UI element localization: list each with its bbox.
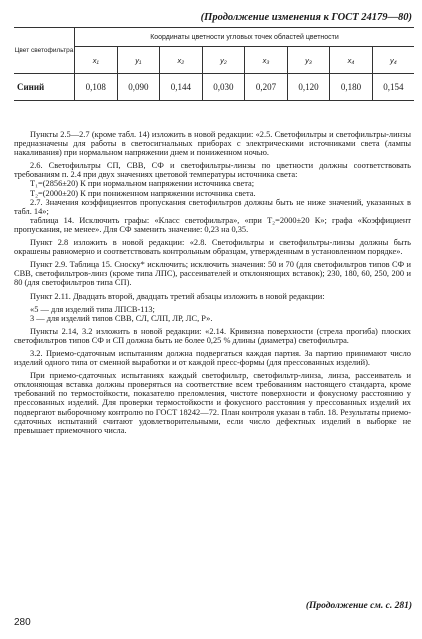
coord-header: y₂	[202, 47, 245, 74]
coord-header: y₄	[372, 47, 414, 74]
coord-header: x₃	[245, 47, 288, 74]
paragraph: таблица 14. Исключить графы: «Класс светофильтра», «при T₂=2000±20 К»; графа «Коэффициент пропускания, не менее». Для СФ заменить значение: 0,23 на 0,35.	[14, 215, 411, 234]
continuation-header: (Продолжение изменения к ГОСТ 24179—80)	[200, 12, 412, 23]
paragraph: T₂=(2000±20) К при пониженном напряжении источника света.	[30, 188, 256, 198]
coord-header: x₂	[160, 47, 203, 74]
paragraph: При приемо-сдаточных испытаниях каждый светофильтр, светофильтр-линза, линза, рассеиватель и отклоняющая вставка должны проверяться на соответствие всем требованиям настоящего стандарта, кроме требований по термостойкости, показателю преломления, чистоте поверхности и фокусному расстоянию у прессованных изделий. Для проверки термостойкости и фокусного расстояния у прессованных изделий их подвергают выборочному контролю по ГОСТ 18242—72. План контроля указан в табл. 18. Результаты приемо-сдаточных испытаний считают удовлетворительными, если число дефектных изделий в выборке не превышает приемочного числа.	[14, 371, 411, 435]
chromaticity-table	[14, 27, 414, 101]
coord-header: x₁	[75, 47, 118, 74]
paragraph: Пункт 2.9. Таблица 15. Сноску* исключить; исключить значения: 50 и 70 (для светофильтров типов СФ и СВВ, светофильтров-линз (кроме типа ЛПС), рассеивателей и отклоняющих вставок); 230, 180, 60, 250, 200 и 80 (для светофильтров типа СП).	[14, 260, 411, 288]
paragraph: 2.6. Светофильтры СП, СВВ, СФ и светофильтры-линзы по цветности должны соответствовать требованиям п. 2.4 при двух значениях цветовой температуры источника света:	[14, 161, 411, 180]
paragraph: T₁=(2856±20) К при нормальном напряжении источника света;	[30, 179, 255, 189]
coord-value: 0,030	[202, 74, 245, 101]
paragraph: Пункт 2.11. Двадцать второй, двадцать третий абзацы изложить в новой редакции:	[30, 291, 325, 301]
paragraph: «5 — для изделий типа ЛПСВ-113;	[30, 304, 155, 314]
continuation-footer: (Продолжение см. с. 281)	[305, 601, 412, 611]
coord-value: 0,090	[117, 74, 160, 101]
coord-value: 0,180	[330, 74, 373, 101]
page-number: 280	[14, 617, 31, 628]
coord-value: 0,120	[287, 74, 330, 101]
paragraph: 3.2. Приемо-сдаточным испытаниям должна подвергаться каждая партия. За партию принимают число изделий одного типа от сменной выработки и от каждой пресс-формы (для прессованных изделий).	[14, 348, 411, 368]
paragraph: Пункт 2.8 изложить в новой редакции: «2.8. Светофильтры и светофильтры-линзы должны быть окрашены равномерно и соответствовать контрольным образцам, утвержденным в установленном порядке».	[14, 238, 411, 257]
coord-header: y₁	[117, 47, 160, 74]
coord-value: 0,154	[372, 74, 414, 101]
coord-value: 0,207	[245, 74, 288, 101]
col-group-header: Координаты цветности угловых точек областей цветности	[75, 28, 415, 47]
paragraph: 3 — для изделий типов СВВ, СЛ, СЛП, ЛР, ЛС, Р».	[30, 313, 213, 323]
paragraph: Пункты 2.5—2.7 (кроме табл. 14) изложить в новой редакции: «2.5. Светофильтры и светофильтры-линзы предназначены для работы в светосигнальных приборах с электрическими источниками света (лампы накаливания) при нормальном напряжении днем и пониженном ночью.	[14, 130, 411, 158]
coord-header: x₄	[330, 47, 373, 74]
col-filter-header: Цвет светофильтра	[14, 28, 75, 74]
coord-value: 0,144	[160, 74, 203, 101]
row-name: Синий	[14, 74, 75, 101]
paragraph: Пункты 2.14, 3.2 изложить в новой редакции: «2.14. Кривизна поверхности (стрела прогиба) плоских светофильтров типов СФ и СП должна быть не более 0,25 % длины (диаметра) светофильтра.	[14, 326, 411, 345]
document-body	[14, 130, 411, 435]
paragraph: 2.7. Значения коэффициентов пропускания светофильтров должны быть не ниже значений, указанных в табл. 14»;	[14, 197, 411, 216]
coord-header: y₃	[287, 47, 330, 74]
coord-value: 0,108	[75, 74, 118, 101]
